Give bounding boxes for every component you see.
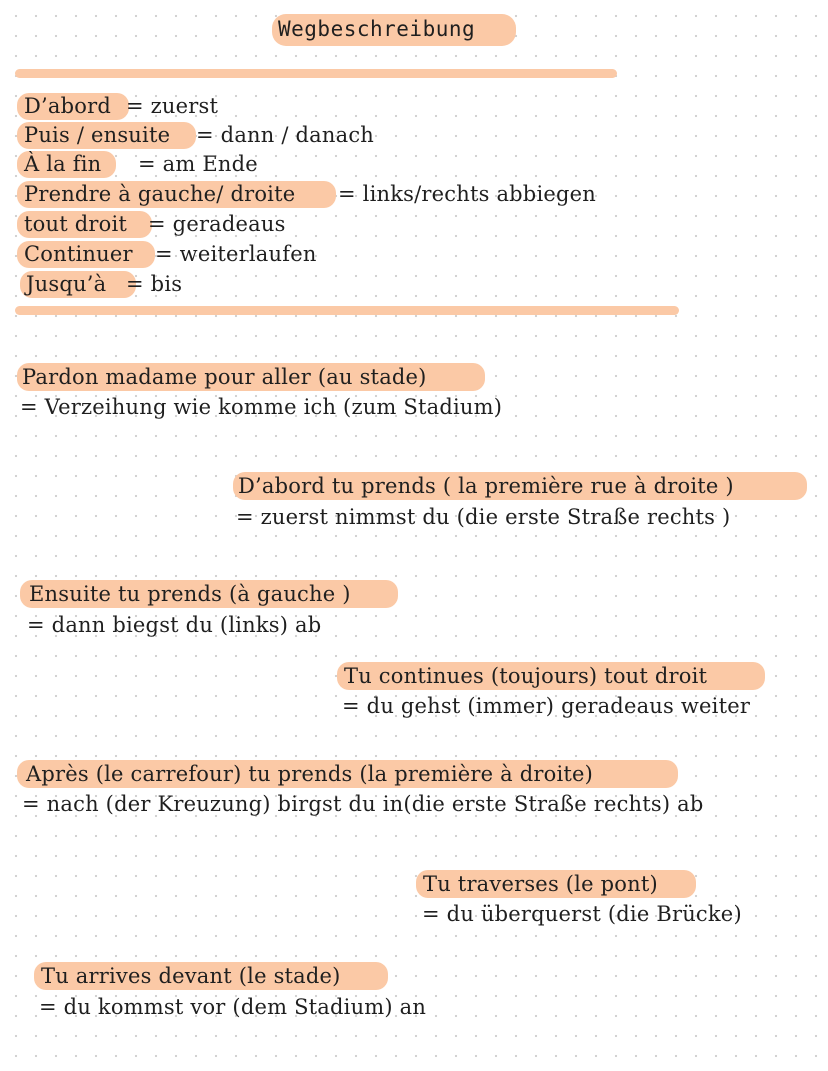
vocab-fr: À la fin — [24, 152, 102, 176]
sentence-fr: Pardon madame pour aller (au stade) — [22, 365, 427, 389]
vocab-de: = am Ende — [138, 152, 258, 176]
vocab-fr: Jusqu’à — [26, 272, 107, 296]
vocab-fr: Puis / ensuite — [24, 123, 171, 147]
vocab-fr: Continuer — [24, 242, 133, 266]
sentence-fr: D’abord tu prends ( la première rue à droite ) — [238, 474, 734, 498]
sentence-fr: Tu arrives devant (le stade) — [41, 964, 341, 988]
page-title: Wegbeschreibung — [278, 17, 476, 41]
top-divider — [15, 69, 617, 78]
vocab-de: = weiterlaufen — [155, 242, 317, 266]
vocab-de: = links/rechts abbiegen — [338, 182, 596, 206]
sentence-de: = dann biegst du (links) ab — [27, 613, 322, 637]
sentence-de: = nach (der Kreuzung) birgst du in(die erste Straße rechts) ab — [22, 792, 704, 816]
sentence-de: = zuerst nimmst du (die erste Straße rechts ) — [236, 505, 731, 529]
sentence-fr: Ensuite tu prends (à gauche ) — [29, 582, 351, 606]
vocab-de: = zuerst — [126, 94, 219, 118]
sentence-de: = du gehst (immer) geradeaus weiter — [342, 694, 751, 718]
sentence-de: = Verzeihung wie komme ich (zum Stadium) — [20, 395, 503, 419]
sentence-de: = du überquerst (die Brücke) — [422, 902, 742, 926]
vocab-fr: tout droit — [24, 212, 128, 236]
sentence-fr: Tu continues (toujours) tout droit — [344, 664, 708, 688]
sentence-fr: Après (le carrefour) tu prends (la première à droite) — [26, 762, 594, 786]
vocab-de: = bis — [126, 272, 183, 296]
vocab-fr: D’abord — [24, 94, 111, 118]
vocab-de: = dann / danach — [196, 123, 375, 147]
bottom-divider — [15, 306, 679, 315]
sentence-de: = du kommst vor (dem Stadium) an — [39, 995, 427, 1019]
sentence-fr: Tu traverses (le pont) — [423, 872, 658, 896]
vocab-fr: Prendre à gauche/ droite — [24, 182, 296, 206]
vocab-de: = geradeaus — [148, 212, 286, 236]
